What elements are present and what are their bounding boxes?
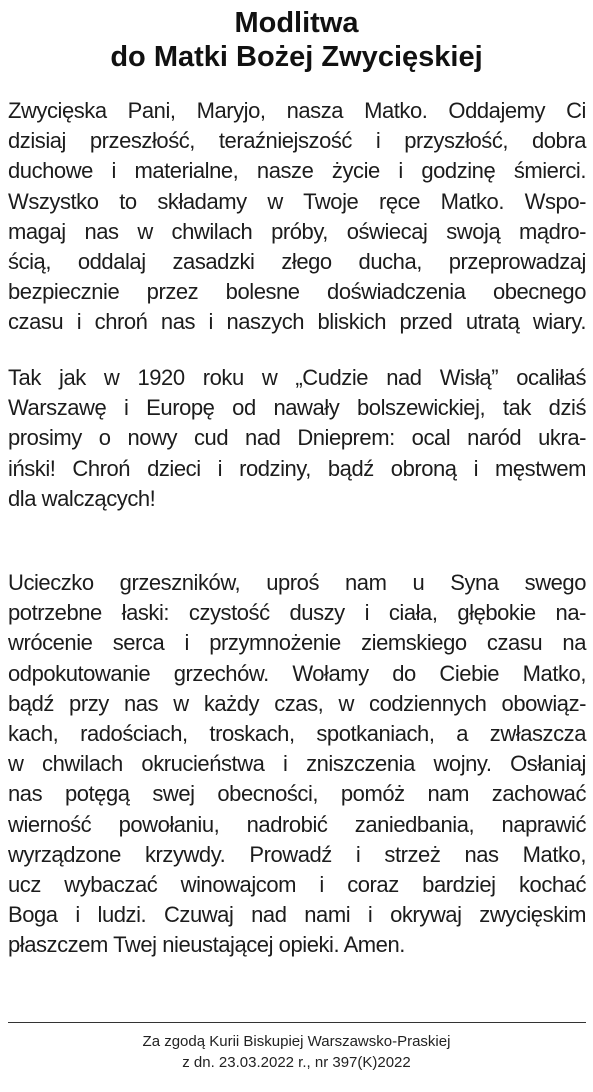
paragraph-line: wrócenie serca i przymnożenie ziemskiego czasu na: [8, 630, 586, 656]
paragraph-line: w chwilach okrucieństwa i zniszczenia wojny. Osłaniaj: [8, 751, 586, 777]
paragraph-line: bądź przy nas w każdy czas, w codziennych obowiąz-: [8, 690, 586, 716]
paragraph-line: odpokutowanie grzechów. Wołamy do Ciebie Matko,: [8, 660, 586, 686]
paragraph-line: ucz wybaczać winowajcom i coraz bardziej kochać: [8, 872, 586, 898]
paragraph-line: dzisiaj przeszłość, teraźniejszość i przyszłość, dobra: [8, 128, 586, 154]
paragraph-line: Tak jak w 1920 roku w „Cudzie nad Wisłą” ocaliłaś: [8, 365, 586, 390]
footer-divider: [8, 1022, 586, 1023]
paragraph-2: [8, 363, 586, 514]
paragraph-line: Boga i ludzi. Czuwaj nad nami i okrywaj zwycięskim: [8, 902, 586, 928]
paragraph-line: kach, radościach, troskach, spotkaniach, a zwłaszcza: [8, 721, 586, 747]
paragraph-line: Ucieczko grzeszników, uproś nam u Syna swego: [8, 570, 586, 595]
paragraph-line: wyrządzone krzywdy. Prowadź i strzeż nas Matko,: [8, 841, 586, 867]
paragraph-line: Zwycięska Pani, Maryjo, nasza Matko. Oddajemy Ci: [8, 98, 586, 123]
paragraph-line: prosimy o nowy cud nad Dnieprem: ocal naród ukra-: [8, 425, 586, 451]
approval-line-2: z dn. 23.03.2022 r., nr 397(K)2022: [182, 1054, 411, 1071]
approval-line-1: Za zgodą Kurii Biskupiej Warszawsko-Praskiej: [142, 1033, 451, 1050]
paragraph-line: magaj nas w chwilach próby, oświecaj swoją mądro-: [8, 218, 586, 244]
paragraph-line: potrzebne łaski: czystość duszy i ciała, głębokie na-: [8, 600, 586, 626]
paragraph-line: czasu i chroń nas i naszych bliskich przed utratą wiary.: [8, 309, 586, 335]
paragraph-line: Wszystko to składamy w Twoje ręce Matko. Wspo-: [8, 188, 586, 214]
paragraph-1: [8, 96, 586, 338]
paragraph-line: płaszczem Twej nieustającej opieki. Amen.: [8, 932, 405, 958]
paragraph-line: nas potęgą swej obecności, pomóż nam zachować: [8, 781, 586, 807]
paragraph-line: dla walczących!: [8, 485, 156, 511]
paragraph-3: [8, 568, 586, 961]
page-title: [0, 6, 593, 74]
paragraph-line: duchowe i materialne, nasze życie i godzinę śmierci.: [8, 158, 586, 184]
title-line-1: Modlitwa: [234, 7, 359, 39]
paragraph-line: ścią, oddalaj zasadzki złego ducha, przeprowadzaj: [8, 249, 586, 275]
approval-note: [0, 1031, 593, 1073]
paragraph-line: bezpiecznie przez bolesne doświadczenia obecnego: [8, 279, 586, 305]
paragraph-line: iński! Chroń dzieci i rodziny, bądź obroną i męstwem: [8, 455, 586, 481]
paragraph-line: Warszawę i Europę od nawały bolszewickiej, tak dziś: [8, 395, 586, 421]
title-line-2: do Matki Bożej Zwycięskiej: [110, 41, 483, 73]
paragraph-line: wierność powołaniu, nadrobić zaniedbania, naprawić: [8, 811, 586, 837]
